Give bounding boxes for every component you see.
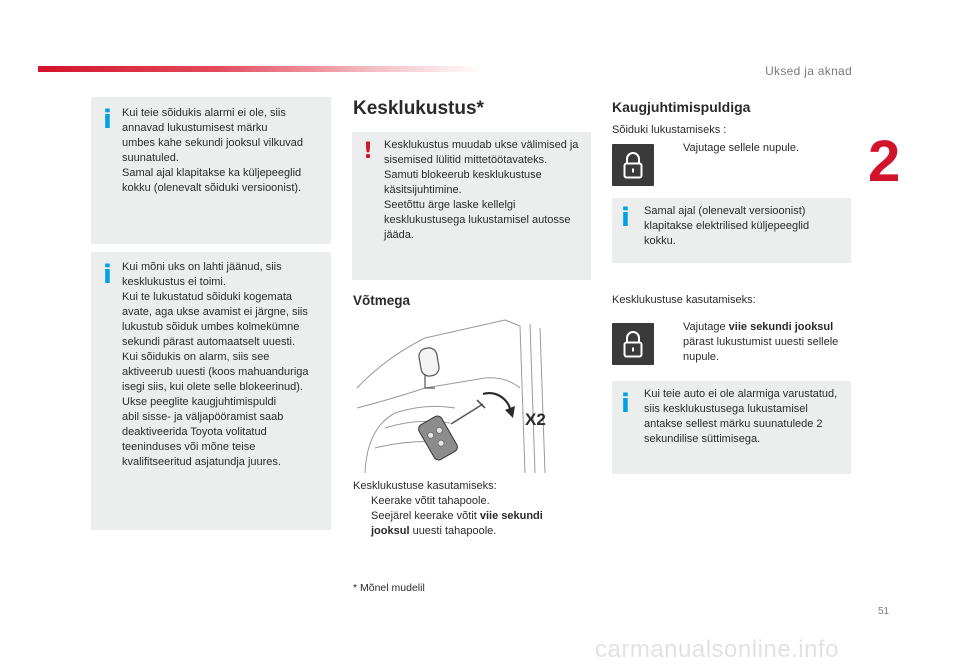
info-box-no-alarm [612, 381, 851, 474]
section-title: Uksed ja aknad [765, 64, 852, 78]
info-icon: i [103, 260, 112, 290]
page-number: 51 [878, 606, 890, 617]
info-box-mirrors [612, 198, 851, 263]
key-usage-intro: Kesklukustuse kasutamiseks: [353, 480, 497, 492]
central-step-tail: pärast lukustumist uuesti sellele nupule. [683, 336, 839, 363]
info-icon: i [621, 389, 630, 419]
info-icon: i [103, 105, 112, 135]
warning-box [352, 132, 591, 280]
warning-text: Kesklukustus muudab ukse välimised ja sisemised lülitid mittetöötavateks. Samuti blokeerub kesklukustuse käsitsijuhtimine. Seetõttu ärge laske kellelgi kesklukustusega lukustamisel autosse jääda. [384, 139, 579, 241]
info-icon: i [621, 203, 630, 233]
info-box-alarm [91, 97, 331, 244]
watermark: carmanualsonline.info [595, 636, 839, 663]
central-lock-intro: Kesklukustuse kasutamiseks: [612, 294, 756, 306]
key-turn-illustration [355, 318, 551, 474]
info-text-mirrors: Samal ajal (olenevalt versioonist) klapitakse elektrilised küljepeeglid kokku. [644, 205, 810, 247]
lock-icon [612, 144, 654, 186]
central-step-bold: viie sekundi jooksul [728, 321, 834, 333]
footnote: * Mõnel mudelil [353, 582, 425, 594]
lock-step-text: Vajutage sellele nupule. [683, 142, 799, 154]
lock-intro: Sõiduki lukustamiseks : [612, 124, 727, 136]
info-text-no-alarm: Kui teie auto ei ole alarmiga varustatud, siis kesklukustusega lukustamisel antakse sellest märku suunatulede 2 sekundilise süttimisega. [644, 388, 838, 445]
key-turn-count-label: X2 [525, 410, 546, 429]
key-step-2-tail: uuesti tahapoole. [409, 525, 497, 537]
key-step-2-bold-a: viie sekundi [479, 510, 543, 522]
key-step-2-bold-b: jooksul [371, 525, 410, 537]
lock-icon [612, 323, 654, 365]
central-step-text: Vajutage [683, 321, 729, 333]
central-lock-button-image [612, 323, 654, 365]
remote-title: Kaugjuhtimispuldiga [612, 99, 751, 115]
lock-button-image [612, 144, 654, 186]
chapter-number: 2 [868, 129, 901, 194]
info-text-door-open: Kui mõni uks on lahti jäänud, siis kesklukustus ei toimi. Kui te lukustatud sõiduki kogemata avate, aga ukse avamist ei järgne, siis lukustub sõiduk umbes kolmekümne sekundi pärast automaatselt uuesti. Kui sõidukis on alarm, siis see aktiveerub uuesti (koos mahuanduriga isegi siis, kui olete selle blokeerinud). Ukse peeglite kaugjuhtimispuldi abil sisse- ja väljapööramist saab deaktiveerida Toyota volitatud teeninduses või mõne teise kvalifitseeritud asjatundja juures. [122, 261, 309, 468]
warning-icon: ! [363, 139, 374, 164]
key-step-2-text: Seejärel keerake võtit [371, 510, 480, 522]
key-step-1-text: Keerake võtit tahapoole. [371, 495, 490, 507]
info-box-door-open [91, 252, 331, 530]
header-red-bar [38, 66, 483, 72]
subtitle-with-key: Võtmega [353, 293, 411, 308]
page-title: Kesklukustus* [353, 98, 484, 119]
info-text-alarm: Kui teie sõidukis alarmi ei ole, siis annavad lukustumisest märku umbes kahe sekundi jooksul vilkuvad suunatuled. Samal ajal klapitakse ka küljepeeglid kokku (olenevalt sõiduki versioonist). [122, 107, 303, 194]
